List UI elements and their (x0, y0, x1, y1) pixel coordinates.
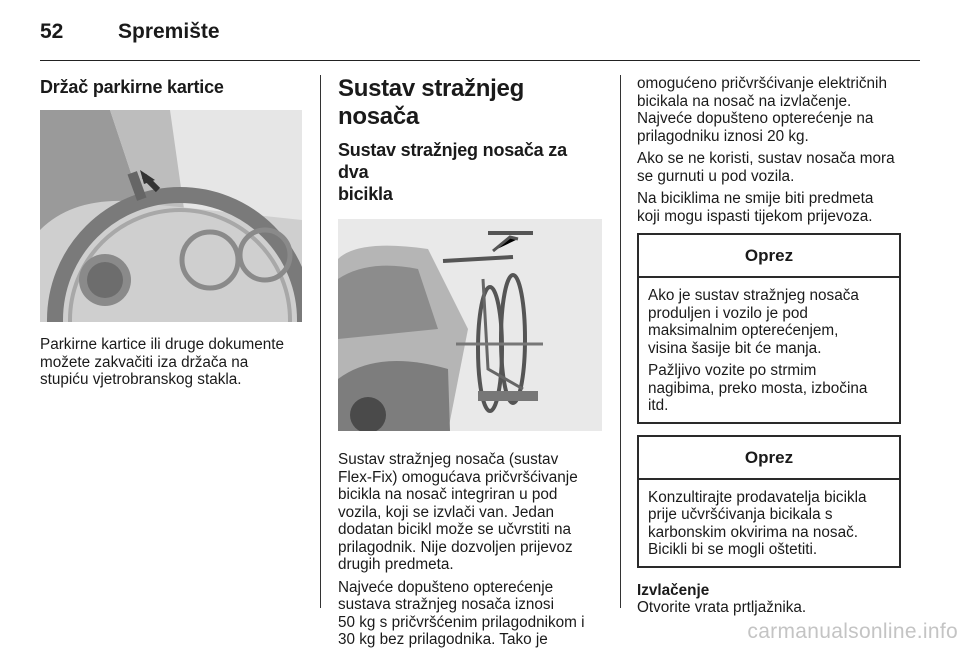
windshield-pillar-illustration (40, 110, 302, 322)
text-line: vozila, koji se izvlači van. Jedan (338, 503, 554, 521)
parking-card-text (40, 336, 302, 389)
text-line: Ako je sustav stražnjeg nosača (648, 287, 859, 304)
text-line: Najveće dopušteno opterećenje (338, 578, 554, 596)
text-line: Ako se ne koristi, sustav nosača mora (637, 150, 895, 167)
watermark: carmanualsonline.info (747, 620, 958, 643)
text-line: prilagodnik. Nije dozvoljen prijevoz (338, 538, 573, 556)
text-line: omogućeno pričvršćivanje električnih (637, 75, 887, 92)
page-header (40, 18, 920, 48)
text-line: prije učvršćivanja bicikala s (648, 506, 833, 523)
subheading-line: bicikla (338, 184, 393, 204)
text-line: dodatan bicikl može se učvrstiti na (338, 521, 571, 538)
caution-title: Oprez (639, 437, 899, 480)
text-line: koji mogu ispasti tijekom prijevoza. (637, 207, 873, 225)
extending-section (637, 582, 901, 617)
extending-instruction: Otvorite vrata prtljažnika. (637, 599, 807, 616)
chapter-title: Spremište (118, 20, 220, 43)
text-line: nagibima, preko mosta, izbočina (648, 379, 868, 397)
subheading-line: Sustav stražnjeg nosača za dva (338, 140, 567, 182)
text-line: karbonskim okvirima na nosač. (648, 523, 858, 541)
text-line: Konzultirajte prodavatelja bicikla (648, 488, 867, 506)
text-line: Na biciklima ne smije biti predmeta (637, 190, 874, 207)
text-line: Sustav stražnjeg nosača (sustav (338, 451, 559, 468)
right-column (637, 75, 901, 622)
subsection-heading-extending: Izvlačenje (637, 581, 710, 599)
text-line: se gurnuti u pod vozila. (637, 167, 795, 185)
text-line: produljen i vozilo je pod (648, 304, 808, 322)
rear-carrier-bicycles-illustration (338, 219, 602, 431)
text-line: Bicikli bi se mogli oštetiti. (648, 541, 818, 558)
text-line: možete zakvačiti iza držača na (40, 353, 249, 371)
text-line: stupiću vjetrobranskog stakla. (40, 371, 242, 388)
caution-box-carbon-frames (637, 435, 901, 568)
carrier-description (338, 451, 602, 649)
text-line: maksimalnim opterećenjem, (648, 322, 839, 339)
caution-box-chassis (637, 233, 901, 424)
text-line: bicikla na nosač integriran u pod (338, 486, 558, 503)
text-line: 50 kg s pričvršćenim prilagodnikom i (338, 613, 585, 631)
text-line: itd. (648, 397, 669, 414)
caution-title: Oprez (639, 235, 899, 278)
text-line: sustava stražnjeg nosača iznosi (338, 596, 554, 613)
text-line: Najveće dopušteno opterećenje na (637, 110, 874, 127)
left-column (40, 75, 302, 394)
text-line: 30 kg bez prilagodnika. Tako je (338, 631, 548, 648)
middle-column (338, 75, 602, 654)
text-line: bicikala na nosač na izvlačenje. (637, 92, 852, 110)
page-number: 52 (40, 20, 64, 43)
header-divider (40, 60, 920, 61)
text-line: Parkirne kartice ili druge dokumente (40, 336, 285, 353)
text-line: drugih predmeta. (338, 556, 454, 573)
text-line: Flex-Fix) omogućava pričvršćivanje (338, 468, 578, 486)
text-line: visina šasije bit će manja. (648, 339, 822, 357)
text-line: Pažljivo vozite po strmim (648, 362, 817, 379)
column-divider-1 (320, 75, 321, 608)
subheading-two-bicycle-carrier (338, 139, 602, 205)
column-divider-2 (620, 75, 621, 608)
section-heading-parking-card-holder: Držač parkirne kartice (40, 77, 224, 97)
section-heading-rear-carrier: Sustav stražnjeg nosača (338, 75, 524, 130)
text-line: prilagodniku iznosi 20 kg. (637, 127, 809, 145)
